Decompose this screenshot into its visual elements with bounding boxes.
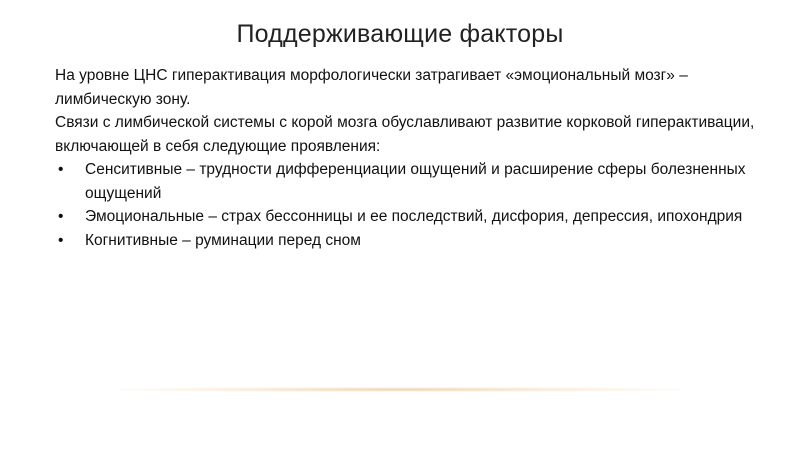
- list-item-text: Сенситивные – трудности дифференциации ощущений и расширение сферы болезненных ощущений: [85, 161, 746, 202]
- list-item-cognitive: [55, 229, 755, 253]
- paragraph-limbic-zone: На уровне ЦНС гиперактивация морфологически затрагивает «эмоциональный мозг» – лимбическую зону.: [55, 67, 688, 108]
- manifestations-list: [55, 158, 755, 252]
- bullet-icon: •: [58, 161, 64, 178]
- list-item-text: Когнитивные – руминации перед сном: [85, 231, 361, 249]
- list-item-text: Эмоциональные – страх бессонницы и ее последствий, дисфория, депрессия, ипохондрия: [85, 208, 743, 225]
- list-item-emotional: [55, 205, 755, 229]
- footer-divider: [120, 387, 680, 392]
- slide-body: [55, 64, 755, 252]
- bullet-icon: •: [58, 231, 64, 249]
- paragraph-cortical-hyperactivation: Связи с лимбической системы с корой мозга обуславливают развитие корковой гиперактивации, включающей в себя следующие проявления:: [55, 114, 755, 155]
- slide-title: Поддерживающие факторы: [236, 20, 564, 48]
- list-item-sensory: [55, 158, 755, 205]
- bullet-icon: •: [58, 208, 64, 225]
